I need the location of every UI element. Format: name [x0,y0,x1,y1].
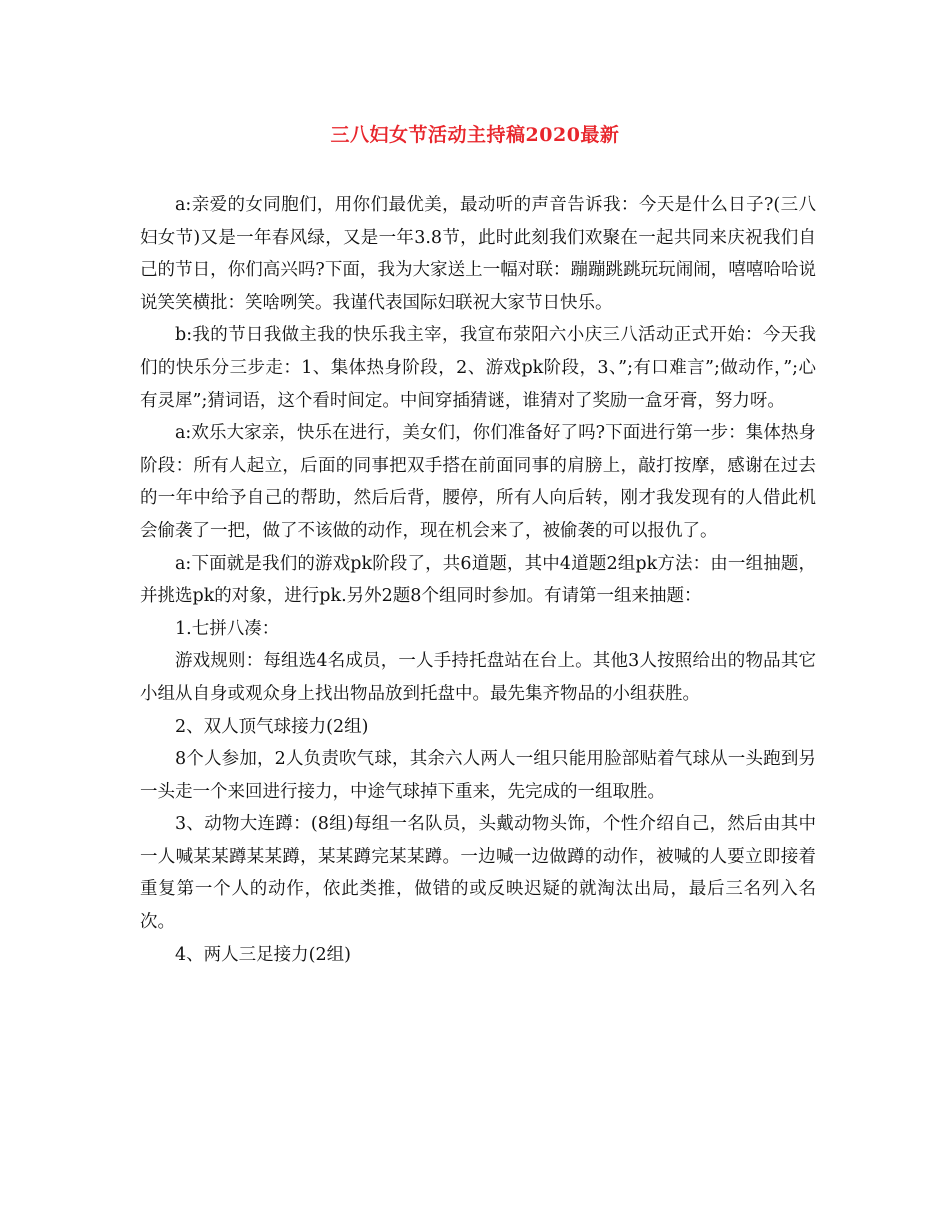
paragraph: a:欢乐大家亲，快乐在进行，美女们，你们准备好了吗?下面进行第一步：集体热身阶段：所有人起立，后面的同事把双手搭在前面同事的肩膀上，敲打按摩，感谢在过去的一年中给予自己的帮助，然后后背，腰停，所有人向后转，刚才我发现有的人借此机会偷袭了一把，做了不该做的动作，现在机会来了，被偷袭的可以报仇了。 [140,423,816,541]
paragraph: 2、双人顶气球接力(2组) [175,716,369,737]
document-title: 三八妇女节活动主持稿2020最新 [330,124,620,146]
paragraph: a:亲爱的女同胞们，用你们最优美，最动听的声音告诉我：今天是什么日子?(三八妇女节)又是一年春风绿，又是一年3.8节，此时此刻我们欢聚在一起共同来庆祝我们自己的节日，你们高兴吗?下面，我为大家送上一幅对联：蹦蹦跳跳玩玩闹闹，嘻嘻哈哈说说笑笑横批：笑啥咧笑。我谨代表国际妇联祝大家节日快乐。 [140,195,816,313]
paragraph: 8个人参加，2人负责吹气球，其余六人两人一组只能用脸部贴着气球从一头跑到另一头走一个来回进行接力，中途气球掉下重来，先完成的一组取胜。 [140,749,816,802]
paragraph: 4、两人三足接力(2组) [175,944,351,965]
paragraph: a:下面就是我们的游戏pk阶段了，共6道题，其中4道题2组pk方法：由一组抽题，并挑选pk的对象，进行pk.另外2题8个组同时参加。有请第一组来抽题： [140,553,816,607]
document-body [140,189,816,971]
paragraph: 游戏规则：每组选4名成员，一人手持托盘站在台上。其他3人按照给出的物品其它小组从自身或观众身上找出物品放到托盘中。最先集齐物品的小组获胜。 [140,651,816,704]
paragraph: 3、动物大连蹲：(8组)每组一名队员，头戴动物头饰，个性介绍自己，然后由其中一人喊某某蹲某某蹲，某某蹲完某某蹲。一边喊一边做蹲的动作，被喊的人要立即接着重复第一个人的动作，依此类推，做错的或反映迟疑的就淘汰出局，最后三名列入名次。 [140,814,816,933]
paragraph: b:我的节日我做主我的快乐我主宰，我宣布荥阳六小庆三八活动正式开始：今天我们的快乐分三步走：1、集体热身阶段，2、游戏pk阶段，3、”;有口难言”;做动作，”;心有灵犀”;猜词语，这个看时间定。中间穿插猜谜，谁猜对了奖励一盒牙膏，努力呀。 [140,325,816,411]
paragraph: 1.七拼八凑： [175,618,280,639]
